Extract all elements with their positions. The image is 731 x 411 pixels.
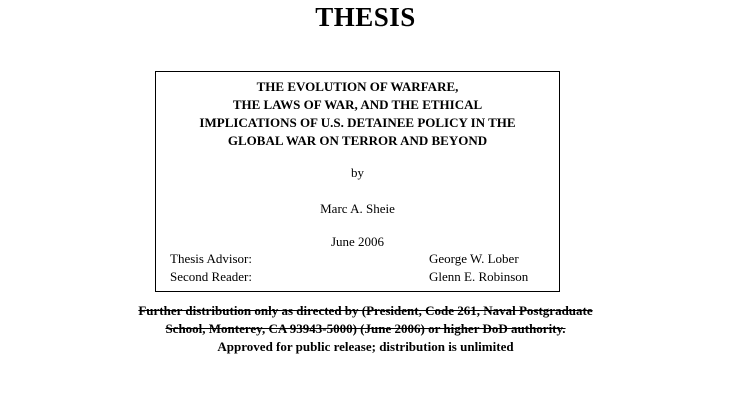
second-reader-name: Glenn E. Robinson bbox=[429, 269, 529, 284]
document-heading: THESIS bbox=[315, 2, 416, 32]
thesis-title-line: GLOBAL WAR ON TERROR AND BEYOND bbox=[227, 133, 488, 148]
by-label: by bbox=[351, 165, 364, 180]
struck-distribution-line: Further distribution only as directed by (President, Code 261, Naval Postgraduate bbox=[138, 303, 593, 318]
approved-release-line: Approved for public release; distribution is unlimited bbox=[217, 339, 514, 354]
distribution-statement bbox=[0, 302, 731, 356]
thesis-title-line: THE LAWS OF WAR, AND THE ETHICAL bbox=[232, 97, 483, 112]
struck-distribution-line: School, Monterey, CA 93943-5000) (June 2006) or higher DoD authority. bbox=[165, 321, 566, 336]
title-block bbox=[155, 71, 560, 292]
thesis-title-line: THE EVOLUTION OF WARFARE, bbox=[256, 79, 459, 94]
thesis-title bbox=[156, 78, 559, 150]
thesis-date: June 2006 bbox=[330, 234, 385, 249]
second-reader-label: Second Reader: bbox=[170, 269, 252, 284]
author-name: Marc A. Sheie bbox=[320, 201, 395, 216]
thesis-advisor-label: Thesis Advisor: bbox=[170, 251, 252, 266]
thesis-title-line: IMPLICATIONS OF U.S. DETAINEE POLICY IN THE bbox=[199, 115, 516, 130]
thesis-advisor-name: George W. Lober bbox=[429, 251, 519, 266]
